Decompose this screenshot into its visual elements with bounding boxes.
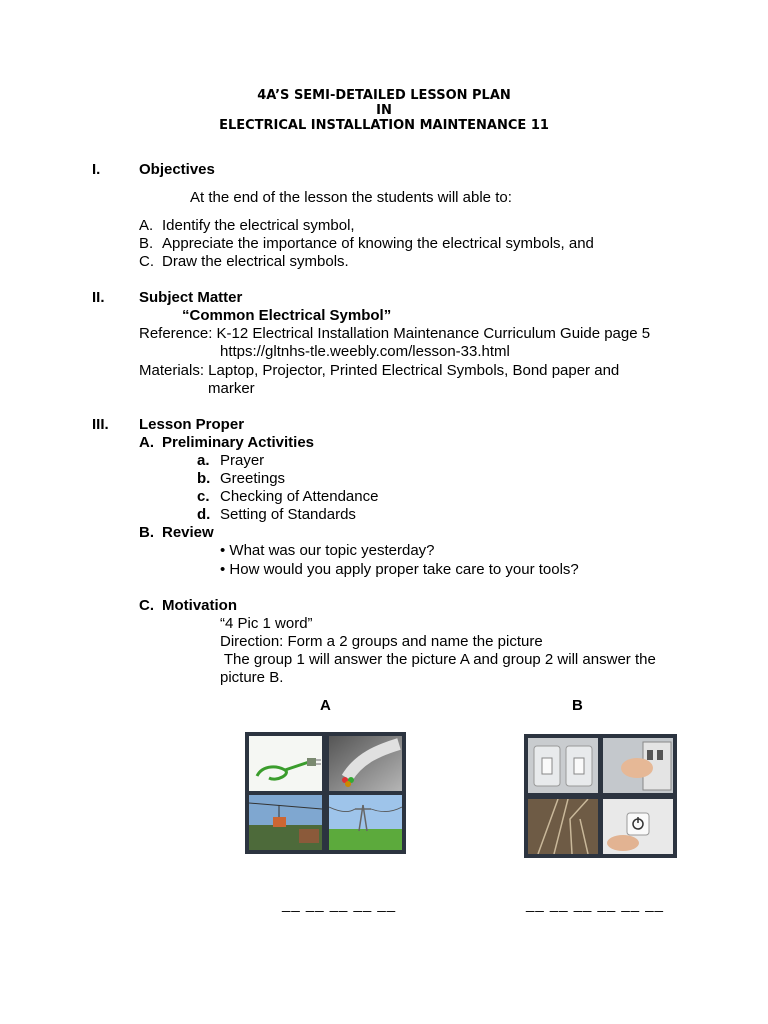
objectives-intro: At the end of the lesson the students will able to:: [190, 189, 512, 206]
picture-b-grid: [524, 734, 677, 858]
reference-url: https://gltnhs-tle.weebly.com/lesson-33.html: [220, 343, 510, 360]
subject-topic: “Common Electrical Symbol”: [182, 307, 392, 324]
answer-blank-a: __ __ __ __ __: [282, 896, 397, 913]
section-numeral-1: I.: [92, 161, 101, 178]
prelim-item-attendance: Checking of Attendance: [220, 488, 379, 505]
materials-line-2: marker: [208, 380, 255, 397]
prelim-item-prayer: Prayer: [220, 452, 265, 469]
section-numeral-3: III.: [92, 416, 109, 433]
picture-a-cable-car: [249, 795, 322, 850]
picture-label-b: B: [572, 697, 583, 714]
prelim-letter-d: d.: [197, 506, 211, 523]
objectives-heading: Objectives: [139, 161, 215, 178]
prelim-letter-c: c.: [197, 488, 210, 505]
review-letter: B.: [139, 524, 154, 541]
picture-a-grid: [245, 732, 406, 854]
picture-a-wire-cable: [329, 736, 402, 791]
picture-b-power-button: [603, 799, 673, 854]
objective-letter-a: A.: [139, 217, 154, 234]
review-question-2: • How would you apply proper take care to your tools?: [220, 561, 579, 578]
picture-b-rail-tracks: [528, 799, 598, 854]
answer-blank-b: __ __ __ __ __ __: [526, 896, 664, 913]
objective-item-c: Draw the electrical symbols.: [162, 253, 349, 270]
prelim-letter: A.: [139, 434, 154, 451]
title-line-1: 4A’S SEMI-DETAILED LESSON PLAN: [257, 88, 511, 103]
review-heading: Review: [162, 524, 214, 541]
materials-line: Materials: Laptop, Projector, Printed Electrical Symbols, Bond paper and: [139, 362, 620, 379]
title-line-3: ELECTRICAL INSTALLATION MAINTENANCE 11: [219, 118, 549, 133]
objective-item-a: Identify the electrical symbol,: [162, 217, 355, 234]
motivation-instruction-1: The group 1 will answer the picture A and group 2 will answer the: [220, 651, 656, 668]
picture-label-a: A: [320, 697, 331, 714]
subject-matter-heading: Subject Matter: [139, 289, 243, 306]
title-line-2: IN: [376, 103, 392, 118]
motivation-game-title: “4 Pic 1 word”: [220, 615, 313, 632]
picture-a-plug-cable: [249, 736, 322, 791]
prelim-item-standards: Setting of Standards: [220, 506, 356, 523]
objective-letter-b: B.: [139, 235, 154, 252]
reference-line: Reference: K-12 Electrical Installation Maintenance Curriculum Guide page 5: [139, 325, 651, 342]
review-question-1: • What was our topic yesterday?: [220, 542, 435, 559]
motivation-heading: Motivation: [162, 597, 237, 614]
prelim-letter-b: b.: [197, 470, 211, 487]
picture-a-power-lines: [329, 795, 402, 850]
lesson-proper-heading: Lesson Proper: [139, 416, 245, 433]
motivation-letter: C.: [139, 597, 154, 614]
picture-b-wall-switches: [528, 738, 598, 793]
prelim-letter-a: a.: [197, 452, 210, 469]
picture-b-breaker-panel: [603, 738, 673, 793]
objective-letter-c: C.: [139, 253, 154, 270]
prelim-heading: Preliminary Activities: [162, 434, 315, 451]
motivation-direction: Direction: Form a 2 groups and name the picture: [220, 633, 543, 650]
prelim-item-greetings: Greetings: [220, 470, 286, 487]
section-numeral-2: II.: [92, 289, 105, 306]
objective-item-b: Appreciate the importance of knowing the electrical symbols, and: [162, 235, 594, 252]
motivation-instruction-2: picture B.: [220, 669, 284, 686]
